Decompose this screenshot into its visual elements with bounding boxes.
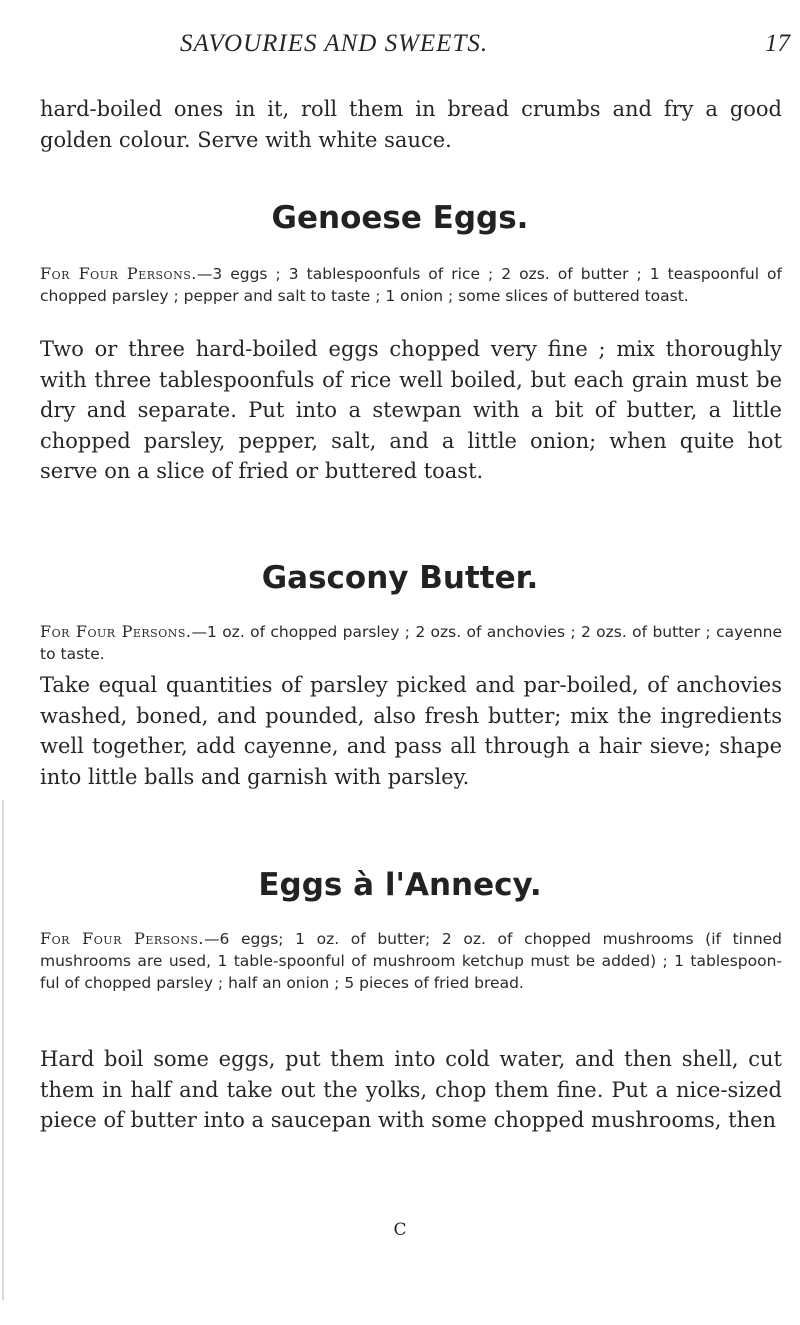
recipe-title-genoese-eggs: Genoese Eggs. bbox=[271, 200, 529, 236]
servings-label: For Four Persons. bbox=[40, 929, 205, 948]
ingredients-list: —3 eggs ; 3 tablespoonfuls of rice ; 2 ozs. of butter ; 1 teaspoonful of chopped parsley ; pepper and salt to taste ; 1 onion ; some slices of buttered toast. bbox=[40, 265, 783, 305]
intro-paragraph: hard-boiled ones in it, roll them in bread crumbs and fry a good golden colour. Serve with white sauce. bbox=[40, 97, 782, 152]
recipe-ingredients-gascony-butter bbox=[40, 621, 782, 665]
recipe-ingredients-genoese-eggs bbox=[40, 263, 782, 307]
servings-label: For Four Persons. bbox=[40, 622, 192, 641]
recipe-ingredients-eggs-annecy bbox=[40, 928, 782, 994]
ingredients-list: —6 eggs; 1 oz. of butter; 2 oz. of chopped mushrooms (if tinned mushrooms are used, 1 table-spoonful of mushroom ketchup must be added) ; 1 tablespoon-ful of chopped parsley ; half an onion ; 5 pieces of fried bread. bbox=[40, 930, 783, 992]
page-binding-edge bbox=[2, 800, 4, 1300]
recipe-method-gascony-butter: Take equal quantities of parsley picked and par-boiled, of anchovies washed, boned, and pounded, also fresh butter; mix the ingredients well together, add cayenne, and pass all through a hair sieve; shape into little balls and garnish with parsley. bbox=[40, 673, 782, 789]
ingredients-list: —1 oz. of chopped parsley ; 2 ozs. of anchovies ; 2 ozs. of butter ; cayenne to taste. bbox=[40, 623, 783, 663]
running-head bbox=[150, 22, 790, 62]
recipe-method-eggs-annecy: Hard boil some eggs, put them into cold water, and then shell, cut them in half and take out the yolks, chop them fine. Put a nice-sized piece of butter into a saucepan with some chopped mushrooms, then bbox=[40, 1047, 782, 1133]
page-number: 17 bbox=[765, 30, 790, 57]
running-title: SAVOURIES AND SWEETS. bbox=[180, 30, 489, 57]
signature-mark: C bbox=[393, 1220, 407, 1240]
recipe-title-gascony-butter: Gascony Butter. bbox=[261, 560, 539, 596]
recipe-method-genoese-eggs: Two or three hard-boiled eggs chopped very fine ; mix thoroughly with three tablespoonfuls of rice well boiled, but each grain must be dry and separate. Put into a stewpan with a bit of butter, a little chopped parsley, pepper, salt, and a little onion; when quite hot serve on a slice of fried or buttered toast. bbox=[40, 337, 782, 484]
servings-label: For Four Persons. bbox=[40, 264, 197, 283]
recipe-title-eggs-annecy: Eggs à l'Annecy. bbox=[258, 867, 542, 903]
